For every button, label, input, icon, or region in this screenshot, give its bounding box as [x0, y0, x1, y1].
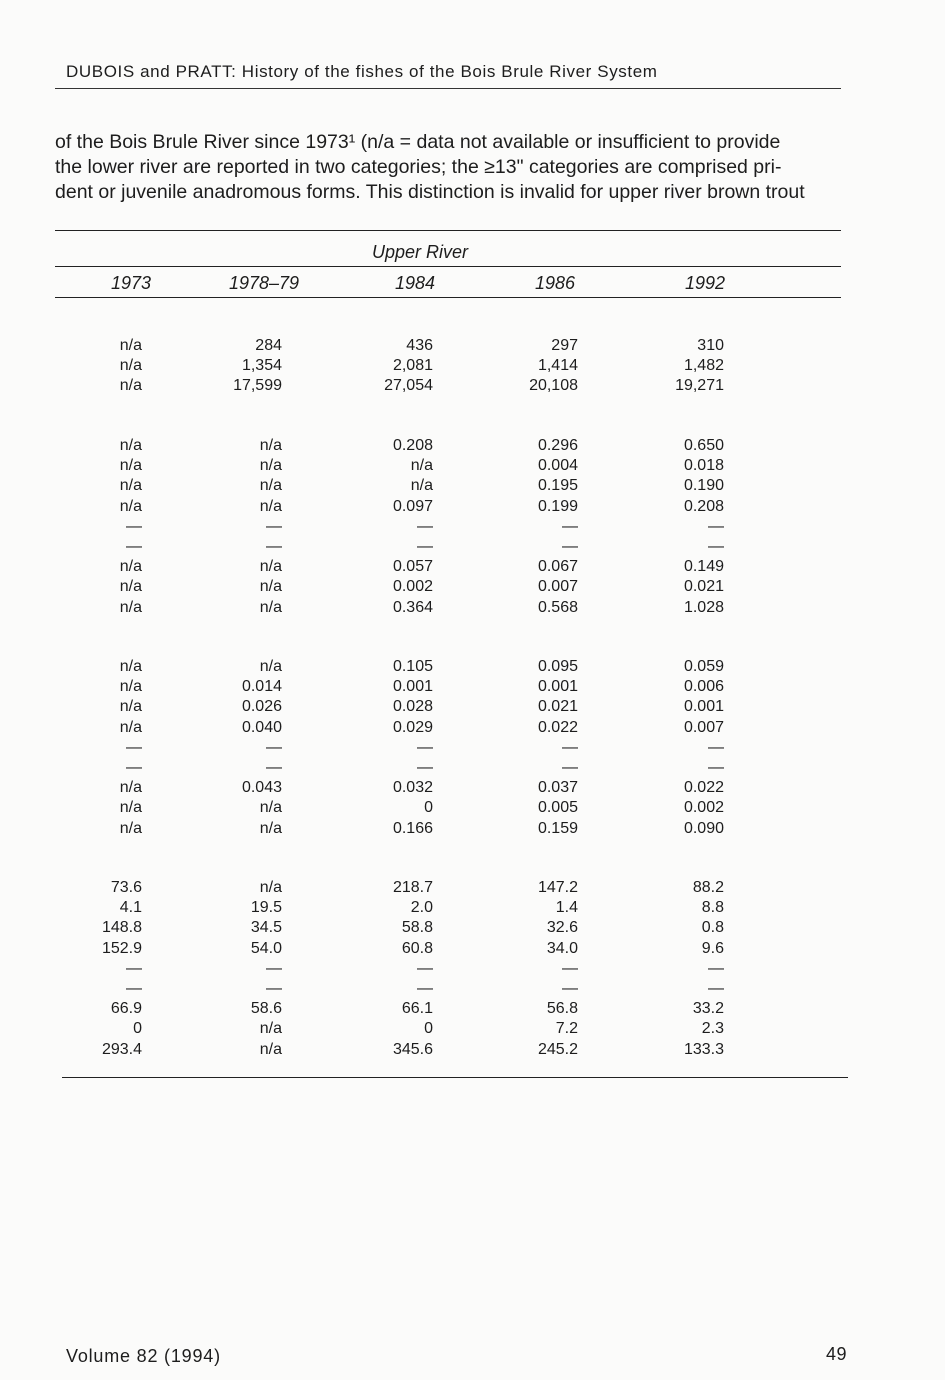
table-cell: n/a — [259, 437, 282, 454]
table-cell: 4.1 — [119, 899, 142, 917]
table-cell: 0.022 — [683, 779, 724, 797]
table-cell: n/a — [259, 1020, 282, 1038]
table-cell: n/a — [259, 558, 282, 576]
table-cell: 0.037 — [537, 779, 578, 797]
column-header: 1973 — [110, 273, 152, 293]
table-cell: 147.2 — [537, 879, 578, 896]
table-cell: 0.001 — [392, 678, 433, 696]
table-cell: 0.001 — [683, 698, 724, 716]
table-cell: 0.005 — [537, 799, 578, 817]
table-cell: — — [708, 959, 724, 977]
table-cell: — — [266, 517, 282, 535]
table-cell: n/a — [119, 678, 142, 696]
table-cell: 54.0 — [250, 939, 282, 957]
table-cell: 2.3 — [701, 1020, 724, 1038]
table-cell: 32.6 — [546, 919, 578, 937]
table-caption — [55, 130, 843, 205]
table-cell: 0.364 — [392, 598, 433, 616]
table-cell: 133.3 — [683, 1040, 724, 1058]
table-cell: 0 — [133, 1020, 142, 1038]
table-cell: 1.4 — [555, 899, 578, 917]
table-cell: 0.018 — [683, 457, 724, 475]
table-cell: 0.057 — [392, 558, 433, 576]
table-cell: 245.2 — [537, 1040, 578, 1058]
table-cell: — — [562, 538, 578, 555]
table-cell: 0.208 — [392, 437, 433, 454]
table-cell: n/a — [259, 879, 282, 896]
table-cell: 0.090 — [683, 819, 724, 837]
table-cell: n/a — [259, 819, 282, 837]
table-cell: 34.5 — [250, 919, 282, 937]
table-cell: — — [562, 980, 578, 997]
table-cell: — — [708, 980, 724, 997]
table-cell: 0.8 — [701, 919, 724, 937]
table-cell: n/a — [259, 658, 282, 675]
table-cell: 0.296 — [537, 437, 578, 454]
table-cell: 8.8 — [701, 899, 724, 917]
table-cell: 345.6 — [392, 1040, 433, 1058]
table-cell: 0 — [424, 799, 433, 817]
table-cell: 297 — [551, 337, 578, 354]
table-cell: n/a — [119, 698, 142, 716]
table-cell: 2.0 — [410, 899, 433, 917]
table-cell: 0.043 — [241, 779, 282, 797]
table-cell: n/a — [119, 578, 142, 596]
table-cell: 0.190 — [683, 477, 724, 495]
table-cell: 218.7 — [392, 879, 433, 896]
column-header: 1986 — [534, 273, 576, 293]
table-cell: 0.002 — [392, 578, 433, 596]
running-head: DUBOIS and PRATT: History of the fishes of the Bois Brule River System — [66, 62, 658, 81]
table-cell: n/a — [119, 718, 142, 736]
table-cell: 0.032 — [392, 779, 433, 797]
table-cell: 0.007 — [537, 578, 578, 596]
table-cell: 73.6 — [110, 879, 142, 896]
table-cell: n/a — [410, 457, 433, 475]
table-cell: — — [417, 538, 433, 555]
table-cell: 0.040 — [241, 718, 282, 736]
table-cell: 34.0 — [546, 939, 578, 957]
table-cell: n/a — [410, 477, 433, 495]
table-cell: 58.8 — [401, 919, 433, 937]
table-cell: — — [708, 759, 724, 776]
table-cell: 0.199 — [537, 497, 578, 515]
table-cell: n/a — [259, 598, 282, 616]
table-cell: 1,482 — [683, 357, 724, 375]
table-cell: — — [417, 759, 433, 776]
table-cell: n/a — [119, 658, 142, 675]
table-cell: 9.6 — [701, 939, 724, 957]
table-cell: n/a — [119, 598, 142, 616]
table-cell: 27,054 — [384, 377, 433, 395]
table-cell: 56.8 — [546, 1000, 578, 1018]
table-cell: n/a — [119, 337, 142, 354]
table-cell: 58.6 — [250, 1000, 282, 1018]
table-cell: 0.195 — [537, 477, 578, 495]
table-cell: 66.1 — [401, 1000, 433, 1018]
column-header: 1984 — [394, 273, 436, 293]
table-cell: n/a — [259, 477, 282, 495]
table-cell: 19,271 — [675, 377, 724, 395]
table-cell: 60.8 — [401, 939, 433, 957]
caption-line: dent or juvenile anadromous forms. This distinction is invalid for upper river brown trout — [55, 181, 805, 203]
table-cell: 0.166 — [392, 819, 433, 837]
table-cell: 284 — [255, 337, 282, 354]
table-cell: 0.021 — [683, 578, 724, 596]
table-cell: 7.2 — [555, 1020, 578, 1038]
table-cell: 0.067 — [537, 558, 578, 576]
table-cell: n/a — [119, 799, 142, 817]
table-cell: — — [126, 980, 142, 997]
table-bottom-rule — [62, 1077, 848, 1078]
table-cell: — — [266, 759, 282, 776]
caption-line: the lower river are reported in two categories; the ≥13" categories are comprised pri- — [55, 156, 782, 178]
table-cell: — — [266, 538, 282, 555]
group-heading-rule — [55, 266, 841, 267]
table-cell: — — [417, 738, 433, 756]
table-cell: 0.029 — [392, 718, 433, 736]
table-cell: 0.105 — [392, 658, 433, 675]
table-cell: 0.159 — [537, 819, 578, 837]
table-cell: n/a — [119, 437, 142, 454]
table-cell: 1,354 — [241, 357, 282, 375]
table-cell: 152.9 — [101, 939, 142, 957]
table-cell: 0.014 — [241, 678, 282, 696]
table-cell: n/a — [119, 457, 142, 475]
table-cell: 0.022 — [537, 718, 578, 736]
table-cell: — — [708, 738, 724, 756]
table-cell: 0.026 — [241, 698, 282, 716]
table-cell: n/a — [119, 558, 142, 576]
table-cell: 293.4 — [101, 1040, 142, 1058]
table-cell: 17,599 — [233, 377, 282, 395]
header-rule — [55, 88, 841, 89]
table-cell: 0.007 — [683, 718, 724, 736]
table-cell: — — [708, 517, 724, 535]
header-bottom-rule — [55, 297, 841, 298]
table-cell: — — [126, 738, 142, 756]
table-cell: n/a — [259, 799, 282, 817]
table-cell: 0.002 — [683, 799, 724, 817]
table-cell: — — [562, 959, 578, 977]
table-cell: 66.9 — [110, 1000, 142, 1018]
table-cell: n/a — [259, 457, 282, 475]
table-cell: n/a — [259, 1040, 282, 1058]
volume-label: Volume 82 (1994) — [66, 1346, 221, 1366]
table-cell: n/a — [259, 497, 282, 515]
table-cell: 0.208 — [683, 497, 724, 515]
page-number: 49 — [826, 1344, 848, 1364]
table-cell: — — [417, 980, 433, 997]
table-cell: — — [562, 759, 578, 776]
group-heading-upper-river: Upper River — [371, 242, 469, 262]
table-cell: 0.001 — [537, 678, 578, 696]
table-cell: 0 — [424, 1020, 433, 1038]
table-cell: 2,081 — [392, 357, 433, 375]
table-cell: 0.021 — [537, 698, 578, 716]
table-cell: 148.8 — [101, 919, 142, 937]
table-cell: 20,108 — [529, 377, 578, 395]
table-top-rule — [55, 230, 841, 231]
table-cell: 1.028 — [683, 598, 724, 616]
table-cell: n/a — [259, 578, 282, 596]
table-cell: n/a — [119, 377, 142, 395]
table-cell: 0.004 — [537, 457, 578, 475]
table-cell: 0.149 — [683, 558, 724, 576]
table-cell: — — [126, 538, 142, 555]
table-cell: 310 — [697, 337, 724, 354]
table-cell: — — [417, 517, 433, 535]
column-header: 1978–79 — [228, 273, 300, 293]
table-cell: n/a — [119, 819, 142, 837]
table-cell: n/a — [119, 477, 142, 495]
table-cell: — — [266, 959, 282, 977]
table-cell: 0.059 — [683, 658, 724, 675]
table-cell: — — [562, 517, 578, 535]
table-cell: n/a — [119, 357, 142, 375]
table-cell: — — [126, 959, 142, 977]
table-cell: 0.028 — [392, 698, 433, 716]
table-cell: — — [266, 980, 282, 997]
table-cell: n/a — [119, 779, 142, 797]
table-cell: 33.2 — [692, 1000, 724, 1018]
table-cell: 0.650 — [683, 437, 724, 454]
table-cell: 0.006 — [683, 678, 724, 696]
caption-line: of the Bois Brule River since 1973¹ (n/a = data not available or insufficient to provide — [55, 131, 781, 153]
table-cell: 0.568 — [537, 598, 578, 616]
table-cell: — — [562, 738, 578, 756]
table-cell: 88.2 — [692, 879, 724, 896]
table-cell: 0.097 — [392, 497, 433, 515]
column-header: 1992 — [684, 273, 726, 293]
table-cell: — — [708, 538, 724, 555]
table-cell: 0.095 — [537, 658, 578, 675]
table-cell: — — [126, 759, 142, 776]
table-cell: 19.5 — [250, 899, 282, 917]
table-cell: — — [417, 959, 433, 977]
table-cell: 436 — [406, 337, 433, 354]
table-cell: — — [126, 517, 142, 535]
table-cell: 1,414 — [537, 357, 578, 375]
table-cell: n/a — [119, 497, 142, 515]
table-cell: — — [266, 738, 282, 756]
